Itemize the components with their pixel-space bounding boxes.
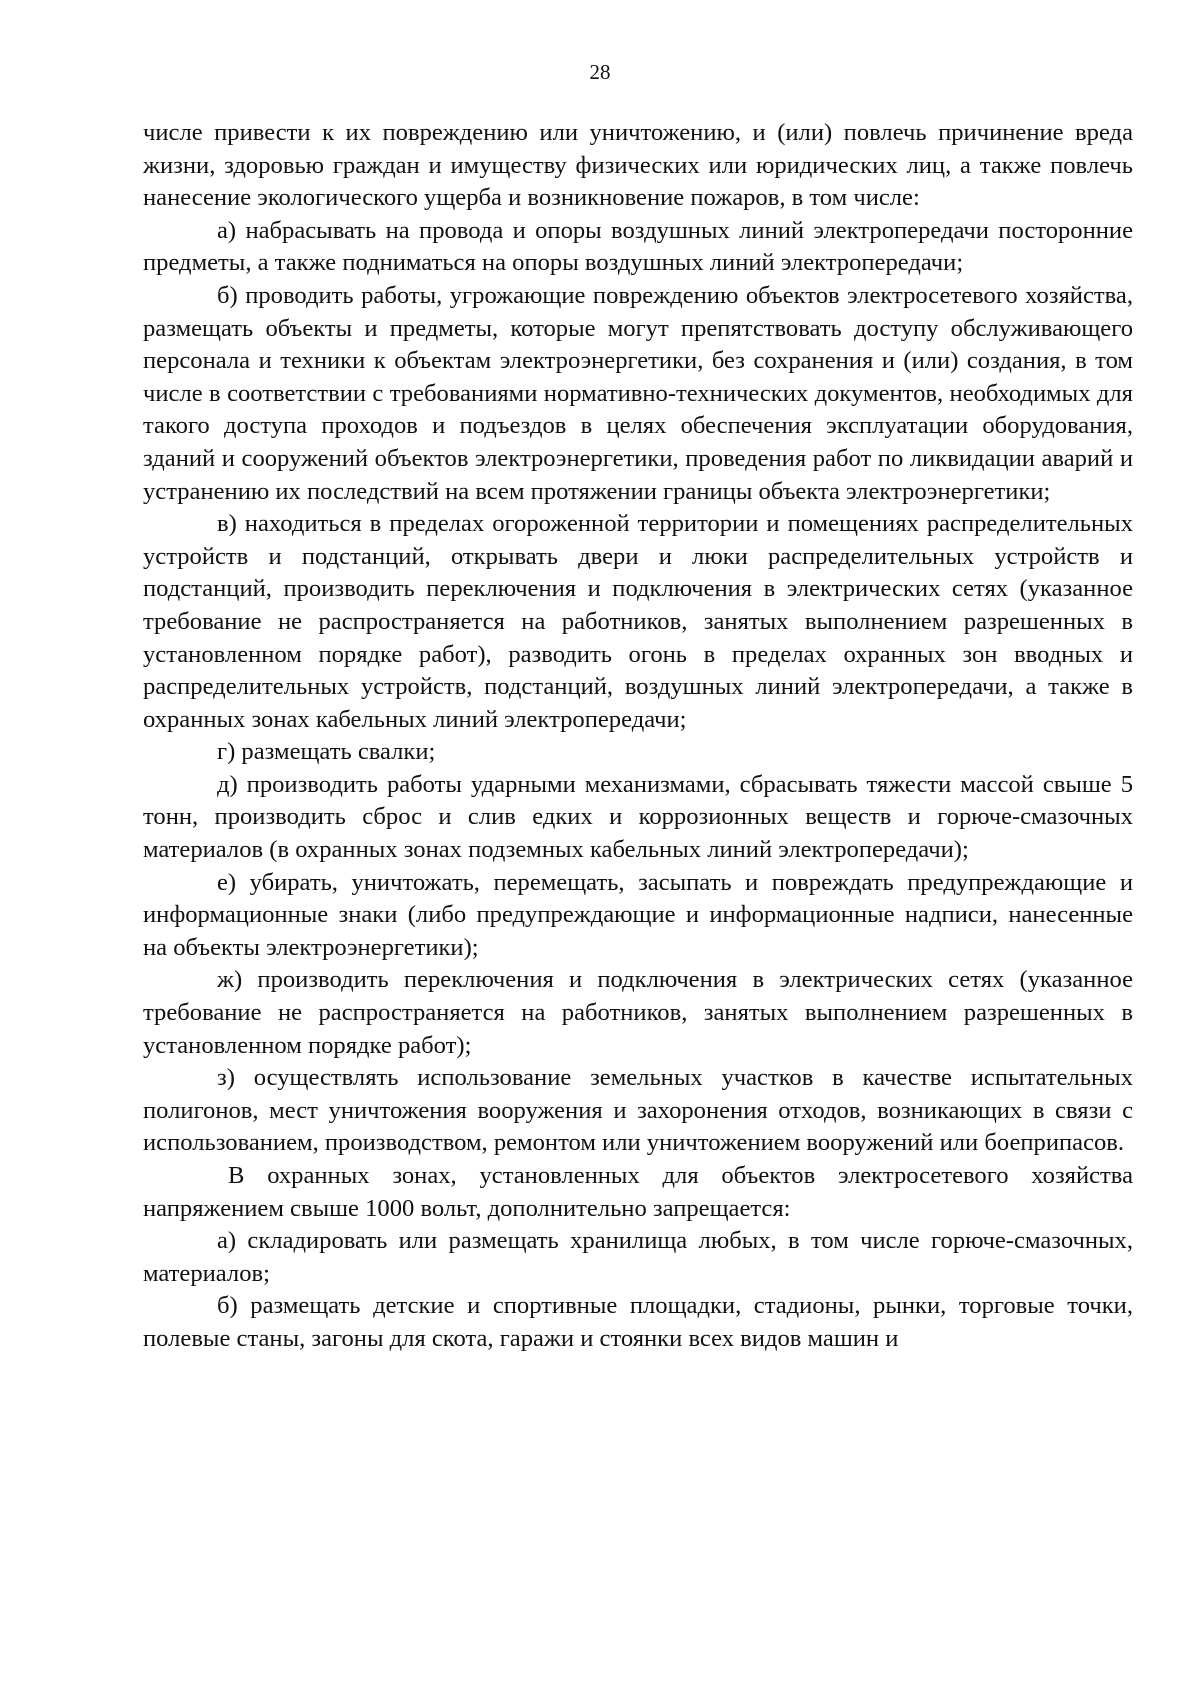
page-number: 28 <box>589 60 611 84</box>
list-item-v: в) находиться в пределах огороженной территории и помещениях распределительных устройств и подстанций, открывать двери и люки распределительных устройств и подстанций, производить переключения и подключения в электрических сетях (указанное требование не распространяется на работников, занятых выполнением разрешенных в установленном порядке работ), разводить огонь в пределах охранных зон вводных и распределительных устройств, подстанций, воздушных линий электропередачи, а также в охранных зонах кабельных линий электропередачи; <box>143 510 1133 733</box>
list-item-g: г) размещать свалки; <box>217 738 436 766</box>
list-item-b-2: б) размещать детские и спортивные площадки, стадионы, рынки, торговые точки, полевые станы, загоны для скота, гаражи и стоянки всех видов машин и <box>143 1292 1133 1352</box>
list-item-zh: ж) производить переключения и подключения в электрических сетях (указанное требование не распространяется на работников, занятых выполнением разрешенных в установленном порядке работ); <box>143 966 1133 1059</box>
list-item-a-2: а) складировать или размещать хранилища любых, в том числе горюче-смазочных, материалов; <box>143 1227 1133 1287</box>
paragraph-continuation: числе привести к их повреждению или уничтожению, и (или) повлечь причинение вреда жизни, здоровью граждан и имуществу физических или юридических лиц, а также повлечь нанесение экологического ущерба и возникновение пожаров, в том числе: <box>143 119 1133 212</box>
list-item-z: з) осуществлять использование земельных участков в качестве испытательных полигонов, мест уничтожения вооружения и захоронения отходов, возникающих в связи с использованием, производством, ремонтом или уничтожением вооружений или боеприпасов. <box>143 1064 1133 1157</box>
paragraph-high-voltage: В охранных зонах, установленных для объектов электросетевого хозяйства напряжением свыше 1000 вольт, дополнительно запрещается: <box>143 1162 1133 1222</box>
list-item-d: д) производить работы ударными механизмами, сбрасывать тяжести массой свыше 5 тонн, производить сброс и слив едких и коррозионных веществ и горюче-смазочных материалов (в охранных зонах подземных кабельных линий электропередачи); <box>143 770 1133 864</box>
list-item-b: б) проводить работы, угрожающие повреждению объектов электросетевого хозяйства, размещать объекты и предметы, которые могут препятствовать доступу обслуживающего персонала и техники к объектам электроэнергетики, без сохранения и (или) создания, в том числе в соответствии с требованиями нормативно-технических документов, необходимых для такого доступа проходов и подъездов в целях обеспечения эксплуатации оборудования, зданий и сооружений объектов электроэнергетики, проведения работ по ликвидации аварий и устранению их последствий на всем протяжении границы объекта электроэнергетики; <box>143 281 1133 505</box>
list-item-e: е) убирать, уничтожать, перемещать, засыпать и повреждать предупреждающие и информационные знаки (либо предупреждающие и информационные надписи, нанесенные на объекты электроэнергетики); <box>143 868 1133 961</box>
list-item-a: а) набрасывать на провода и опоры воздушных линий электропередачи посторонние предметы, а также подниматься на опоры воздушных линий электропередачи; <box>143 216 1133 277</box>
document-body <box>143 117 1133 1356</box>
